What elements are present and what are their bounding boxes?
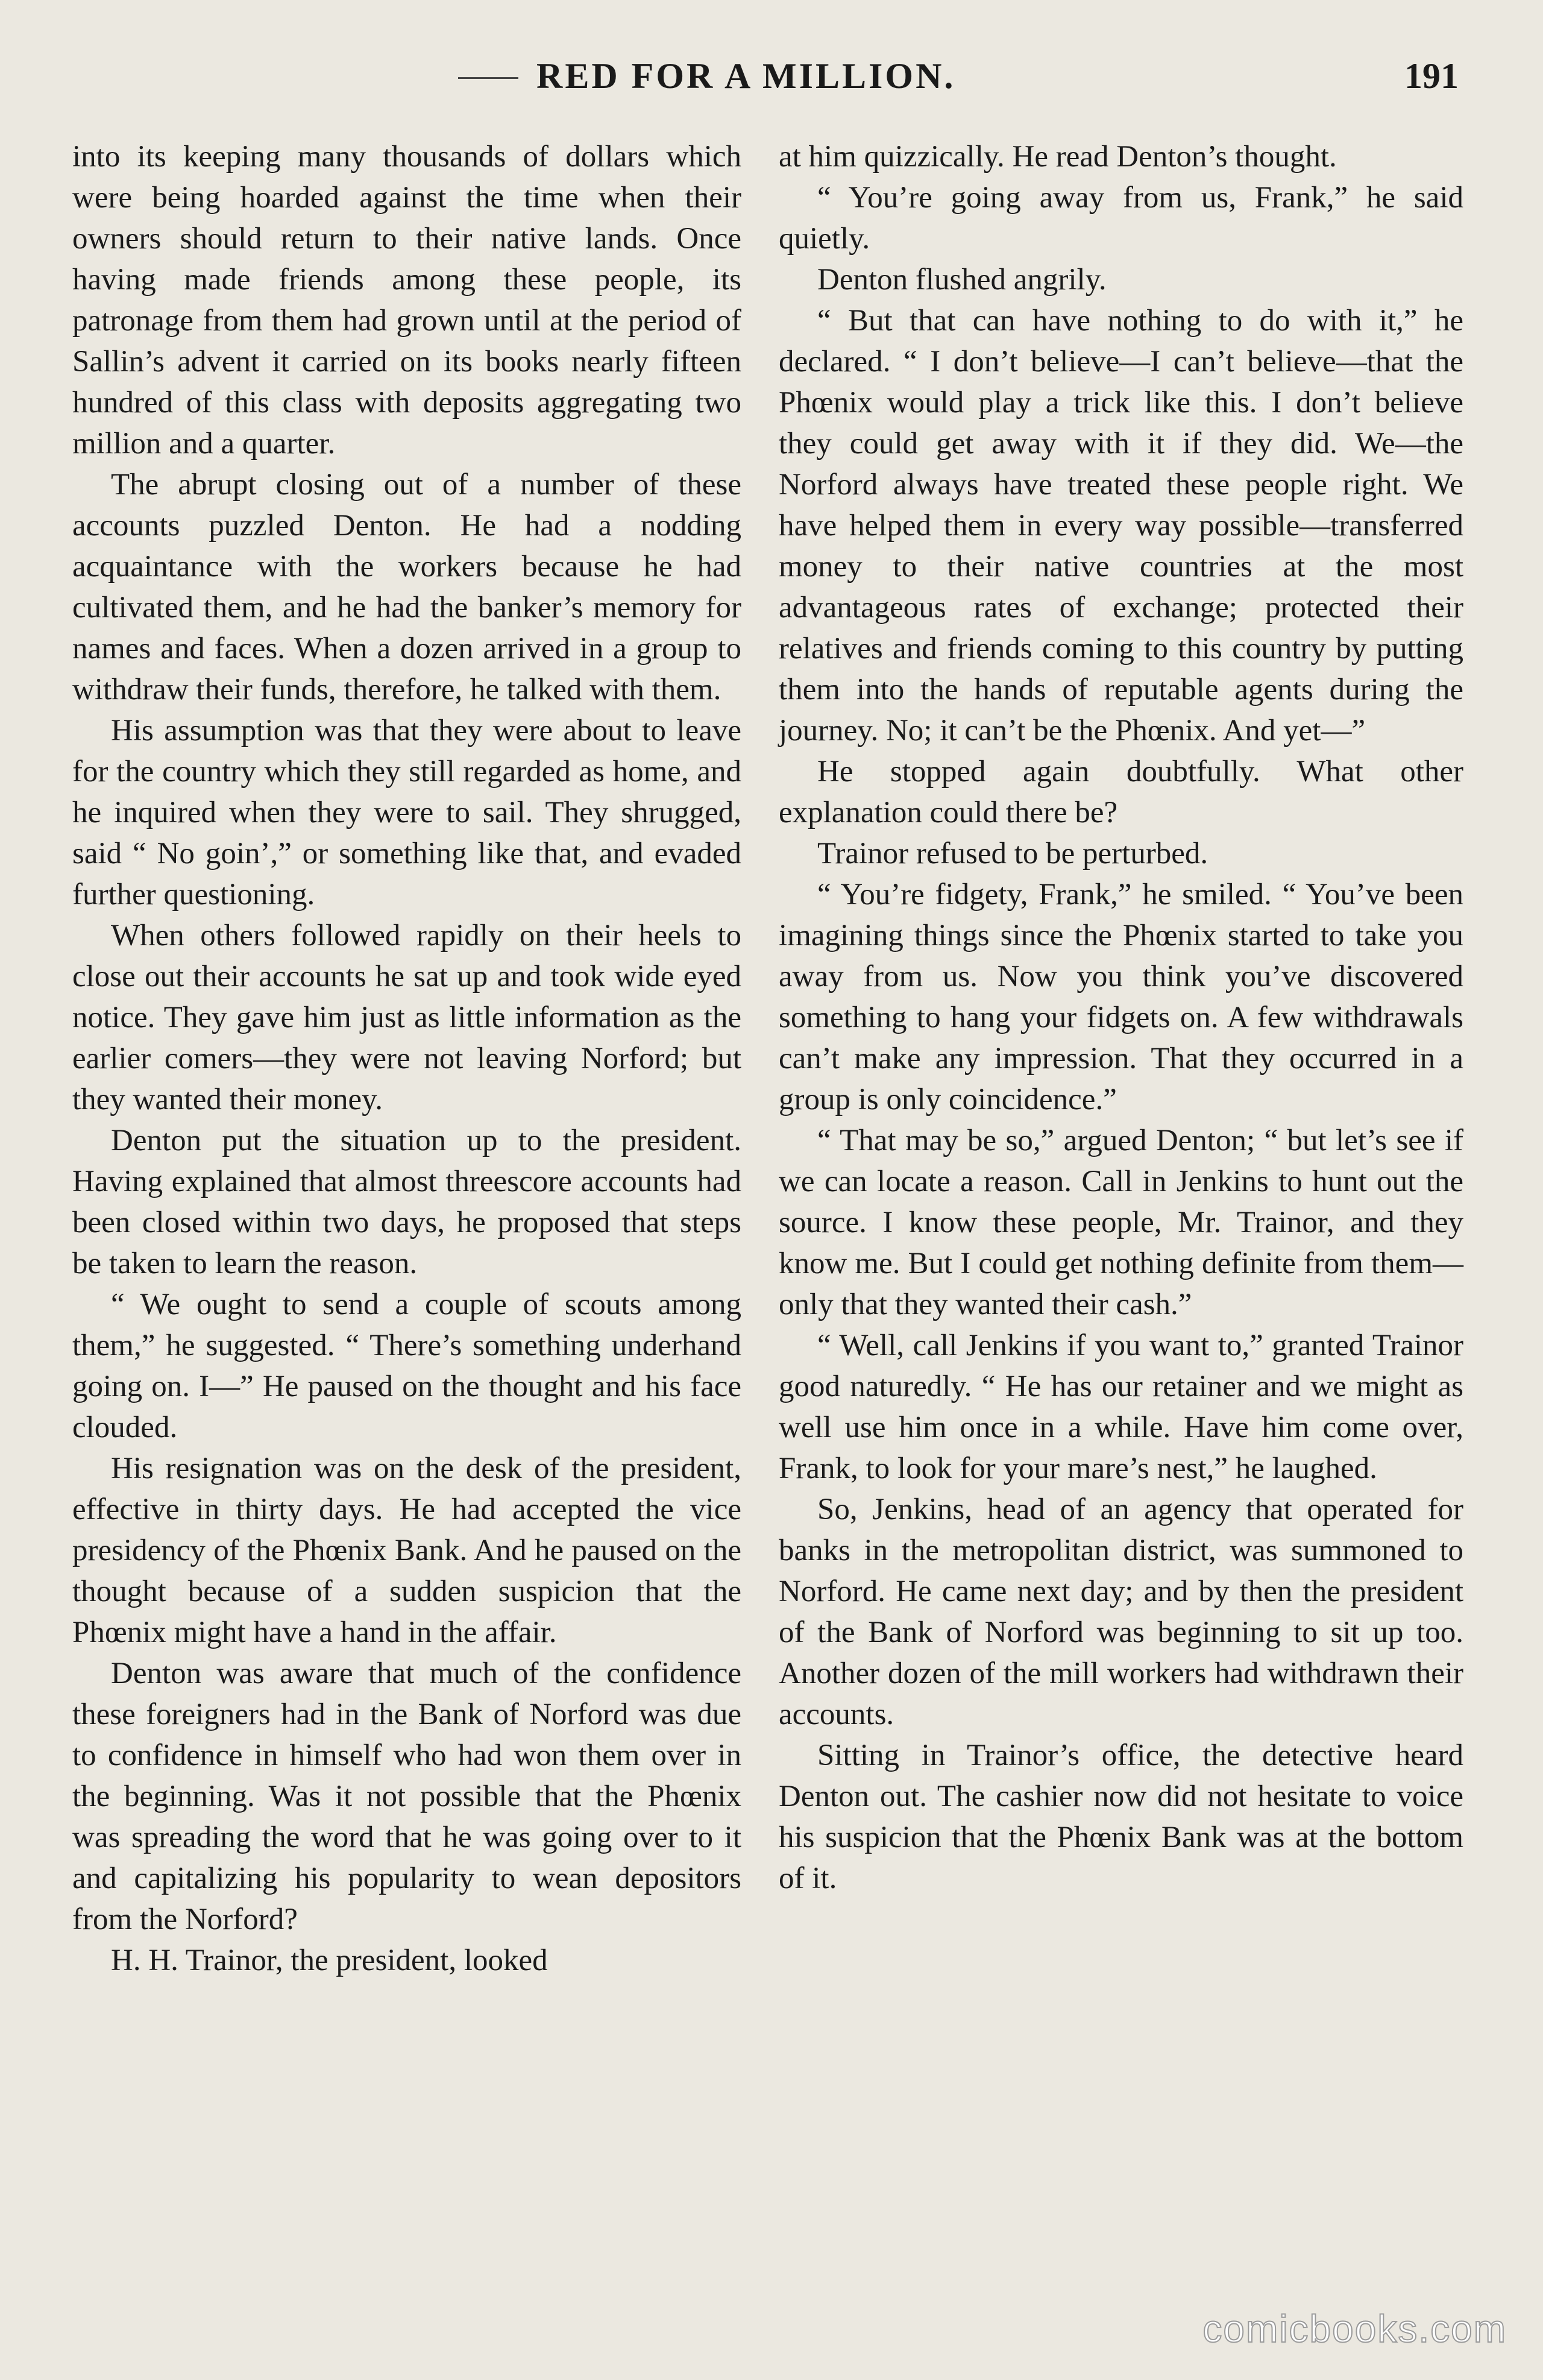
paragraph: Denton was aware that much of the confidence these foreigners had in the Bank of Norford was due to confidence in himself who had won them over in the beginning. Was it not possible that the Phœnix was spreading the word that he was going over to it and capitalizing his popularity to wean depositors from the Norford? xyxy=(72,1657,741,1936)
paragraph: “ You’re going away from us, Frank,” he said quietly. xyxy=(779,181,1463,256)
paragraph: “ Well, call Jenkins if you want to,” granted Trainor good naturedly. “ He has our retainer and we might as well use him once in a while. Have him come over, Frank, to look for your mare’s nest,” he laughed. xyxy=(779,1329,1463,1485)
paragraph: “ That may be so,” argued Denton; “ but let’s see if we can locate a reason. Call in Jenkins to hunt out the source. I know these people, Mr. Trainor, and they know me. But I could get nothing definite from them—only that they wanted their cash.” xyxy=(779,1124,1463,1321)
paragraph: His assumption was that they were about to leave for the country which they still regarded as home, and he inquired when they were to sail. They shrugged, said “ No goin’,” or something like that, and evaded further questioning. xyxy=(72,714,741,911)
paragraph: Denton put the situation up to the president. Having explained that almost threescore accounts had been closed within two days, he proposed that steps be taken to learn the reason. xyxy=(72,1124,741,1280)
paragraph: Trainor refused to be perturbed. xyxy=(817,837,1208,870)
running-title: RED FOR A MILLION. xyxy=(536,56,956,96)
paragraph: “ You’re fidgety, Frank,” he smiled. “ You’ve been imagining things since the Phœnix started to take you away from us. Now you think you’ve discovered something to hang your fidgets on. A few withdrawals can’t make any impression. That they occurred in a group is only coincidence.” xyxy=(779,878,1463,1116)
left-column xyxy=(72,136,741,1981)
paragraph: “ We ought to send a couple of scouts among them,” he suggested. “ There’s something underhand going on. I—” He paused on the thought and his face clouded. xyxy=(72,1288,741,1444)
paragraph: Sitting in Trainor’s office, the detective heard Denton out. The cashier now did not hesitate to voice his suspicion that the Phœnix Bank was at the bottom of it. xyxy=(779,1739,1463,1895)
paragraph: The abrupt closing out of a number of these accounts puzzled Denton. He had a nodding acquaintance with the workers because he had cultivated them, and he had the banker’s memory for names and faces. When a dozen arrived in a group to withdraw their funds, therefore, he talked with them. xyxy=(72,468,741,707)
header-rule xyxy=(458,77,518,79)
page-number: 191 xyxy=(1404,56,1459,96)
paragraph: So, Jenkins, head of an agency that operated for banks in the metropolitan district, was summoned to Norford. He came next day; and by then the president of the Bank of Norford was beginning to sit up too. Another dozen of the mill workers had withdrawn their accounts. xyxy=(779,1493,1463,1731)
paragraph: He stopped again doubtfully. What other explanation could there be? xyxy=(779,755,1463,830)
paragraph: H. H. Trainor, the president, looked xyxy=(111,1944,548,1977)
paragraph: When others followed rapidly on their heels to close out their accounts he sat up and took wide eyed notice. They gave him just as little information as the earlier comers—they were not leaving Norford; but they wanted their money. xyxy=(72,919,741,1116)
right-column xyxy=(779,136,1463,1899)
paragraph: Denton flushed angrily. xyxy=(817,263,1107,297)
paragraph: at him quizzically. He read Denton’s thought. xyxy=(779,140,1337,174)
paragraph: His resignation was on the desk of the president, effective in thirty days. He had accepted the vice presidency of the Phœnix Bank. And he paused on the thought because of a sudden suspicion that the Phœnix might have a hand in the affair. xyxy=(72,1452,741,1649)
paragraph: into its keeping many thousands of dollars which were being hoarded against the time when their owners should return to their native lands. Once having made friends among these people, its patronage from them had grown until at the period of Sallin’s advent it carried on its books nearly fifteen hundred of this class with deposits aggregating two million and a quarter. xyxy=(72,140,741,461)
page-header xyxy=(0,55,1543,110)
site-watermark: comicbooks.com xyxy=(1202,2307,1507,2350)
paragraph: “ But that can have nothing to do with it,” he declared. “ I don’t believe—I can’t believe—that the Phœnix would play a trick like this. I don’t believe they could get away with it if they did. We—the Norford always have treated these people right. We have helped them in every way possible—transferred money to their native countries at the most advantageous rates of exchange; protected their relatives and friends coming to this country by putting them into the hands of reputable agents during the journey. No; it can’t be the Phœnix. And yet—” xyxy=(779,304,1463,748)
